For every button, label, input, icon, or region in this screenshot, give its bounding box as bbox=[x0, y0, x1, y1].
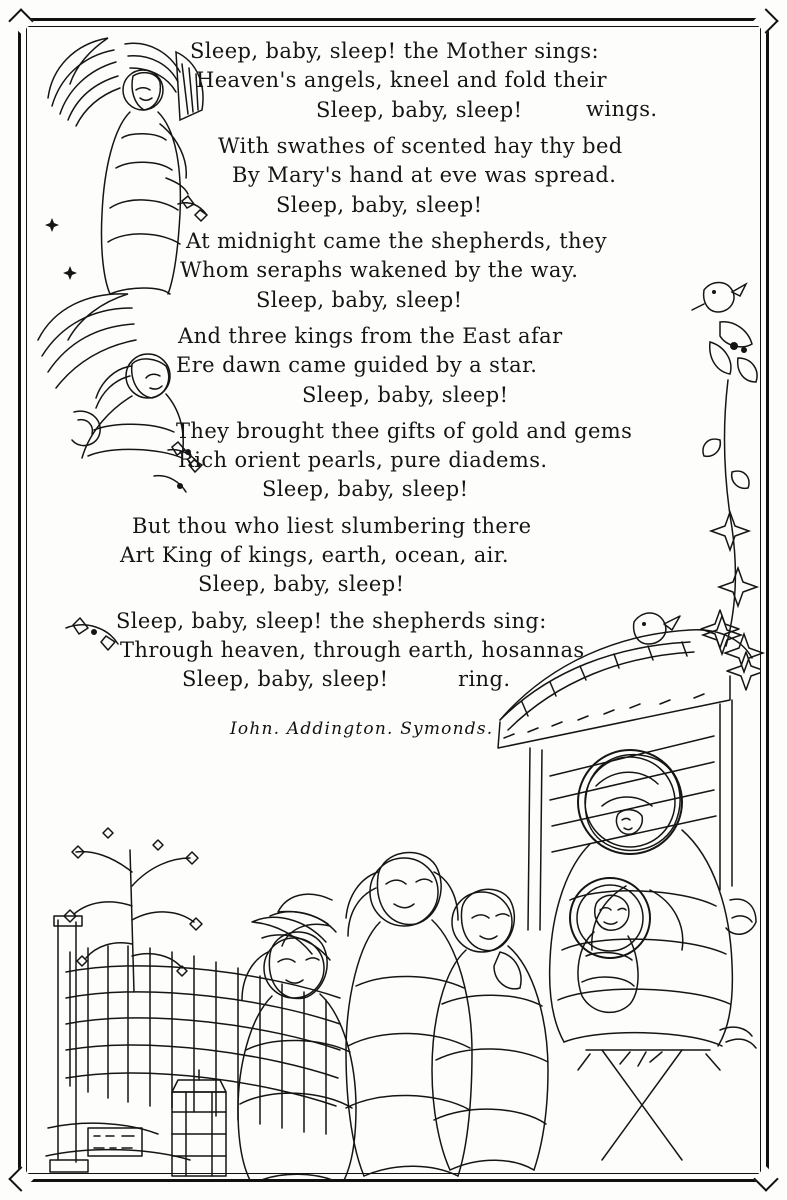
poem-line: They brought thee gifts of gold and gems bbox=[176, 418, 633, 443]
poem-refrain: Sleep, baby, sleep! bbox=[198, 572, 405, 597]
stanza-3 bbox=[180, 228, 710, 314]
poem-line: Through heaven, through earth, hosannas bbox=[120, 637, 585, 662]
poem-line: Whom seraphs wakened by the way. bbox=[180, 258, 579, 283]
stanza-1 bbox=[190, 38, 710, 123]
poem-line: Sleep, baby, sleep! the shepherds sing: bbox=[116, 608, 547, 633]
poem-refrain: Sleep, baby, sleep! bbox=[256, 287, 463, 312]
poem-line: Sleep, baby, sleep! the Mother sings: bbox=[190, 39, 599, 63]
poem-refrain: Sleep, baby, sleep! bbox=[276, 192, 483, 217]
poem-refrain: Sleep, baby, sleep! bbox=[262, 477, 469, 502]
nativity-scene-illustration bbox=[30, 600, 760, 1180]
poem-refrain: Sleep, baby, sleep! bbox=[316, 97, 523, 122]
poem-line: Art King of kings, earth, ocean, air. bbox=[120, 543, 509, 568]
poem-line: At midnight came the shepherds, they bbox=[186, 229, 608, 254]
poem-line-tail: ring. bbox=[458, 666, 511, 691]
stanza-5 bbox=[176, 418, 710, 504]
poem-line-tail: wings. bbox=[586, 96, 658, 121]
poem-refrain: Sleep, baby, sleep! bbox=[302, 382, 509, 407]
stanza-2 bbox=[190, 133, 710, 219]
poem-line: By Mary's hand at eve was spread. bbox=[232, 163, 617, 188]
poem-refrain: Sleep, baby, sleep! bbox=[182, 667, 389, 692]
poem-line: Rich orient pearls, pure diadems. bbox=[178, 448, 548, 473]
poem-line: But thou who liest slumbering there bbox=[132, 513, 532, 538]
poem-line: With swathes of scented hay thy bed bbox=[218, 134, 623, 159]
poem-line: Ere dawn came guided by a star. bbox=[176, 353, 538, 378]
stanza-6 bbox=[120, 513, 710, 599]
stanza-4 bbox=[176, 323, 710, 409]
poem-line: And three kings from the East afar bbox=[178, 323, 563, 348]
poem-attribution: Iohn. Addington. Symonds. bbox=[230, 718, 494, 739]
poem-line: Heaven's angels, kneel and fold their bbox=[196, 68, 607, 93]
